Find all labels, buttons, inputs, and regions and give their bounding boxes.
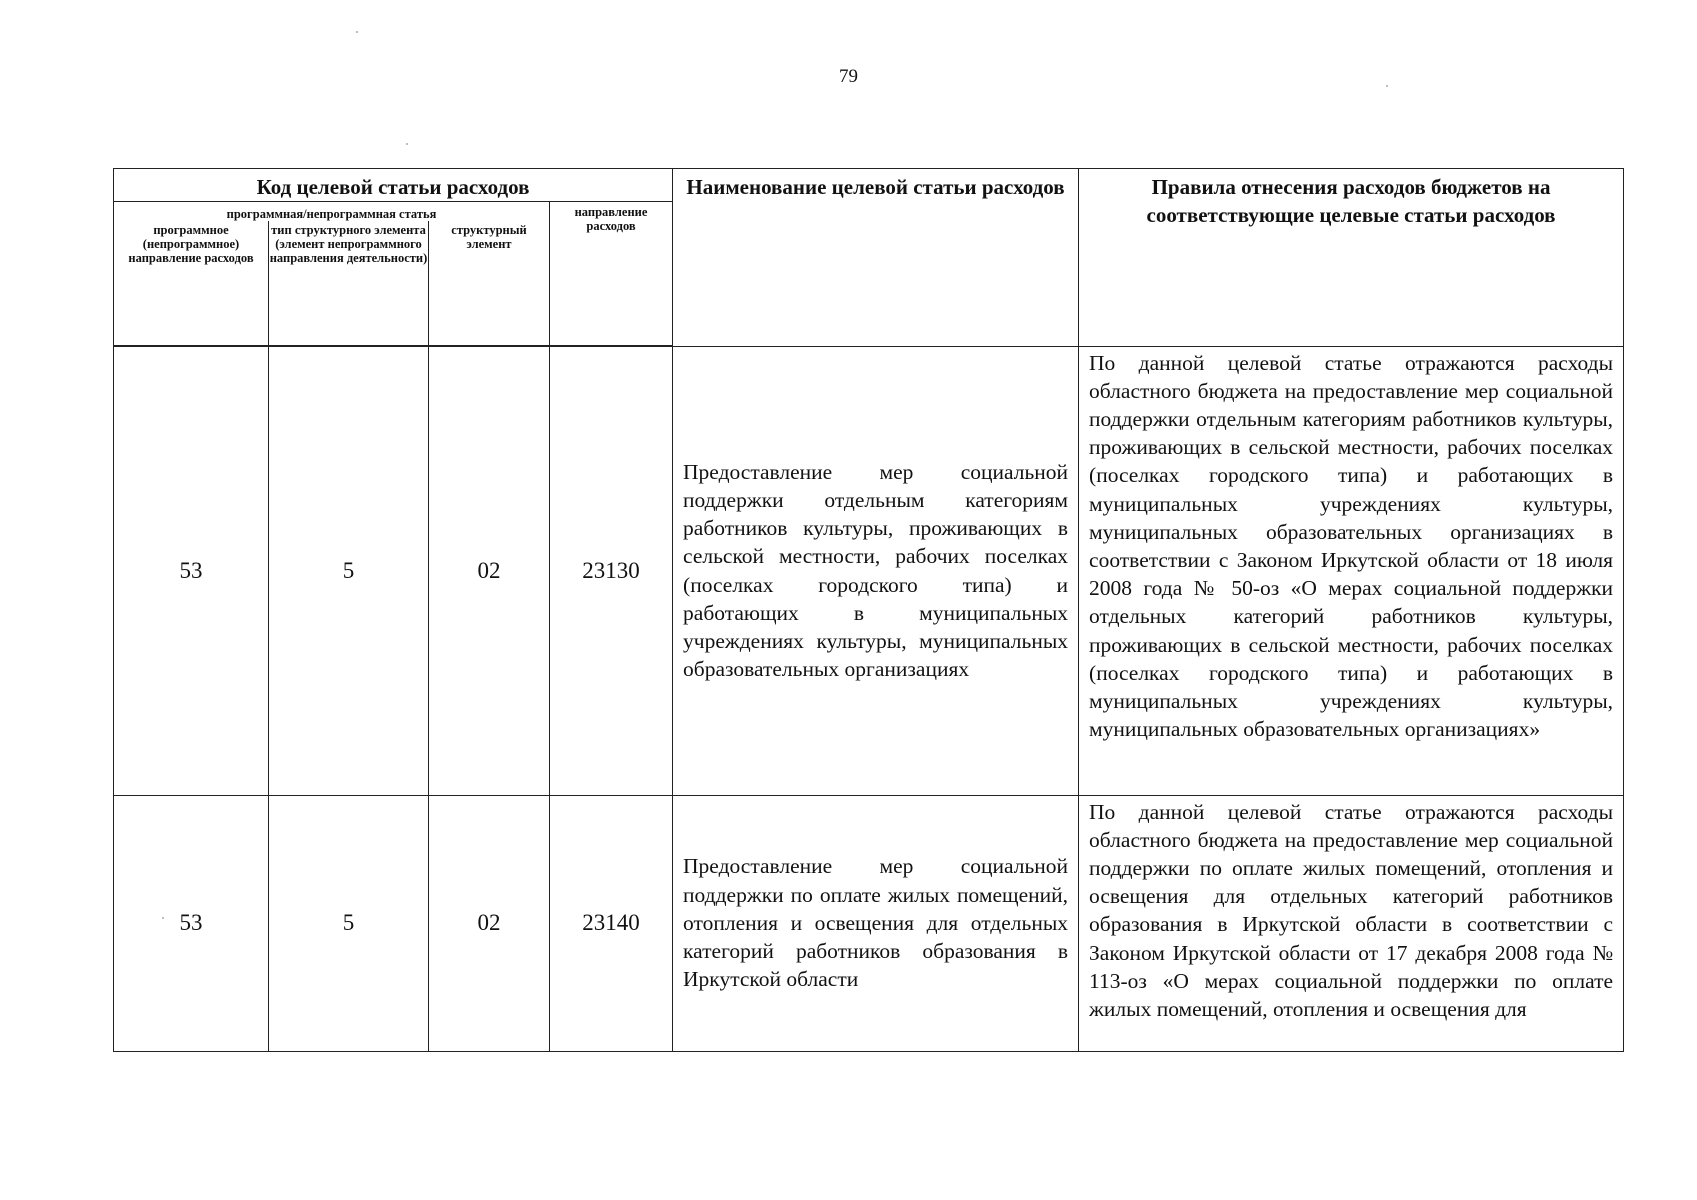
budget-classification-table (113, 168, 1624, 1052)
table-row (114, 795, 1624, 1051)
header-rules: Правила отнесения расходов бюджетов на соответствующие целевые статьи расходов (1079, 169, 1624, 347)
header-name: Наименование целевой статьи расходов (673, 169, 1079, 347)
program-direction-code: 53 (114, 346, 269, 795)
article-name: Предоставление мер социальной поддержки отдельным категориям работников культуры, проживающих в сельской местности, рабочих поселках (поселках городского типа) и работающих в муниципальных учреждениях культуры, муниципальных образовательных организациях (683, 459, 1069, 682)
program-direction-code: 53 (114, 795, 269, 1051)
expense-direction-code: 23140 (550, 795, 673, 1051)
article-rules: По данной целевой статье отражаются расходы областного бюджета на предоставление мер социальной поддержки по оплате жилых помещений, отопления и освещения для отдельных категорий работников образования в Иркутской области в соответствии с Законом Иркутской области от 17 декабря 2008 года № 113-оз «О мерах социальной поддержки по оплате жилых помещений, отопления и освещения для (1089, 799, 1614, 1021)
structural-element-code: 02 (429, 795, 550, 1051)
header-program-direction: программное (непрограммное) направление расходов (114, 221, 269, 345)
header-structural-type: тип структурного элемента (элемент непрограммного направления деятельности) (269, 221, 429, 345)
article-rules: По данной целевой статье отражаются расходы областного бюджета на предоставление мер социальной поддержки отдельным категориям работников культуры, проживающих в сельской местности, рабочих поселках (поселках городского типа) и работающих в муниципальных учреждениях культуры, муниципальных образовательных организациях в соответствии с Законом Иркутской области от 18 июля 2008 года № 50-оз «О мерах социальной поддержки отдельных категорий работников культуры, проживающих в сельской местности, рабочих поселках (поселках городского типа) и работающих в муниципальных учреждениях культуры, муниципальных образовательных организациях» (1089, 350, 1614, 742)
article-name: Предоставление мер социальной поддержки по оплате жилых помещений, отопления и освещения для отдельных категорий работников образования в Иркутской области (683, 854, 1069, 992)
header-program-article: программная/непрограммная статья (114, 202, 550, 222)
table-row (114, 346, 1624, 795)
structural-type-code: 5 (269, 346, 429, 795)
header-structural-element: структурный элемент (429, 221, 550, 345)
header-expense-direction: направление расходов (550, 202, 673, 346)
expense-direction-code: 23130 (550, 346, 673, 795)
header-code-group: Код целевой статьи расходов (114, 169, 673, 202)
structural-element-code: 02 (429, 346, 550, 795)
page-number: 79 (839, 66, 858, 87)
structural-type-code: 5 (269, 795, 429, 1051)
